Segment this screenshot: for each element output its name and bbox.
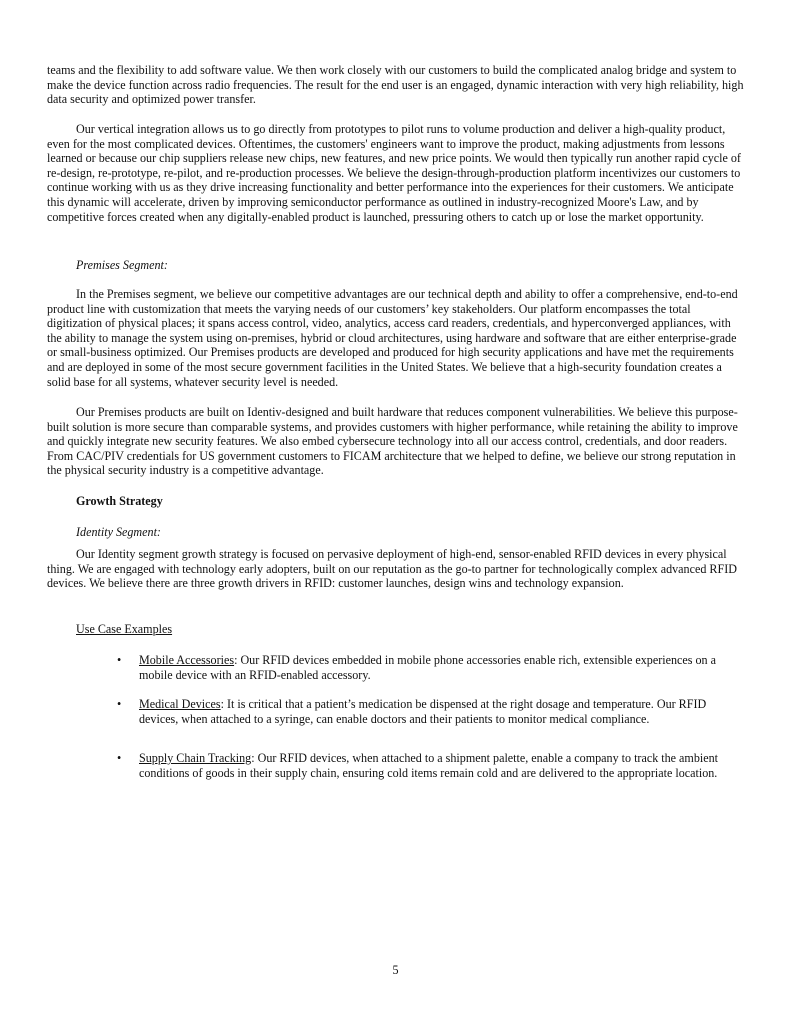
list-item-term: Supply Chain Tracking	[139, 751, 252, 765]
bullet-icon: •	[117, 697, 122, 711]
bullet-icon: •	[117, 751, 122, 765]
list-item-text: : It is critical that a patient’s medication be dispensed at the right dosage and temperature. Our RFID devices, when attached to a syringe, can enable doctors and their patients to monitor medical compliance.	[139, 697, 707, 726]
paragraph-premises-advantages: In the Premises segment, we believe our competitive advantages are our technical depth and ability to offer a comprehensive, end-to-end product line with customization that meets the varying needs of our customers’ key stakeholders. Our platform encompasses the total digitization of physical places; it spans access control, video, analytics, access card readers, credentials, and hyperconverged appliances, with the ability to manage the system using on-premises, hybrid or cloud architectures, using hardware and software that are either enterprise-grade or small-business optimized. Our Premises products are developed and produced for high security applications and have met the requirements and are deployed in some of the most secure government facilities in the United States. We believe that a high-security foundation creates a solid base for all systems, whatever security level is needed.	[47, 287, 738, 389]
paragraph-intro-continued: teams and the flexibility to add software value. We then work closely with our customers to build the complicated analog bridge and system to make the device function across radio frequencies. The result for the end user is an engaged, dynamic interaction with very high reliability, high data security and optimized power transfer.	[47, 63, 744, 107]
list-item-term: Medical Devices	[139, 697, 221, 711]
use-case-examples-heading: Use Case Examples	[76, 622, 173, 636]
list-item-mobile-accessories	[139, 653, 739, 682]
list-item-medical-devices	[139, 697, 739, 726]
paragraph-premises-products: Our Premises products are built on Identiv-designed and built hardware that reduces component vulnerabilities. We believe this purpose-built solution is more secure than comparable systems, and provides customers with higher performance, while retaining the ability to improve and quickly integrate new security features. We also embed cybersecure technology into all our access control, credentials, and door readers. From CAC/PIV credentials for US government customers to FICAM architecture that we helped to define, we believe our strong reputation in the physical security industry is a competitive advantage.	[47, 405, 738, 478]
bullet-icon: •	[117, 653, 122, 667]
list-item-text: : Our RFID devices, when attached to a shipment palette, enable a company to track the ambient conditions of goods in their supply chain, ensuring cold items remain cold and are delivered to the appropriate location.	[139, 751, 719, 780]
list-item-term: Mobile Accessories	[139, 653, 235, 667]
list-item-text: : Our RFID devices embedded in mobile phone accessories enable rich, extensible experiences on a mobile device with an RFID-enabled accessory.	[139, 653, 716, 682]
list-item-supply-chain-tracking	[139, 751, 739, 780]
page-number: 5	[392, 963, 399, 977]
paragraph-identity-growth: Our Identity segment growth strategy is focused on pervasive deployment of high-end, sensor-enabled RFID devices in every physical thing. We are engaged with technology early adopters, built on our reputation as the go-to partner for technologically complex advanced RFID devices. We believe there are three growth drivers in RFID: customer launches, design wins and technology expansion.	[47, 547, 737, 591]
paragraph-vertical-integration: Our vertical integration allows us to go directly from prototypes to pilot runs to volume production and deliver a high-quality product, even for the most complicated devices. Oftentimes, the customers' engineers want to improve the product, making adjustments from lessons learned or because our chip suppliers release new chips, new features, and new price points. We would then typically run another rapid cycle of re-design, re-prototype, re-pilot, and re-production processes. We believe the design-through-production platform incentivizes our customers to continue working with us as they drive increasing functionality and better performance into the experiences for their customers. We anticipate this dynamic will accelerate, driven by improving semiconductor performance as outlined in industry-recognized Moore's Law, and by competitive forces created when any digitally-enabled product is launched, pressuring others to catch up or lose the market opportunity.	[47, 122, 741, 224]
premises-segment-heading: Premises Segment:	[76, 258, 168, 272]
growth-strategy-heading: Growth Strategy	[76, 494, 163, 508]
identity-segment-heading: Identity Segment:	[76, 525, 161, 539]
